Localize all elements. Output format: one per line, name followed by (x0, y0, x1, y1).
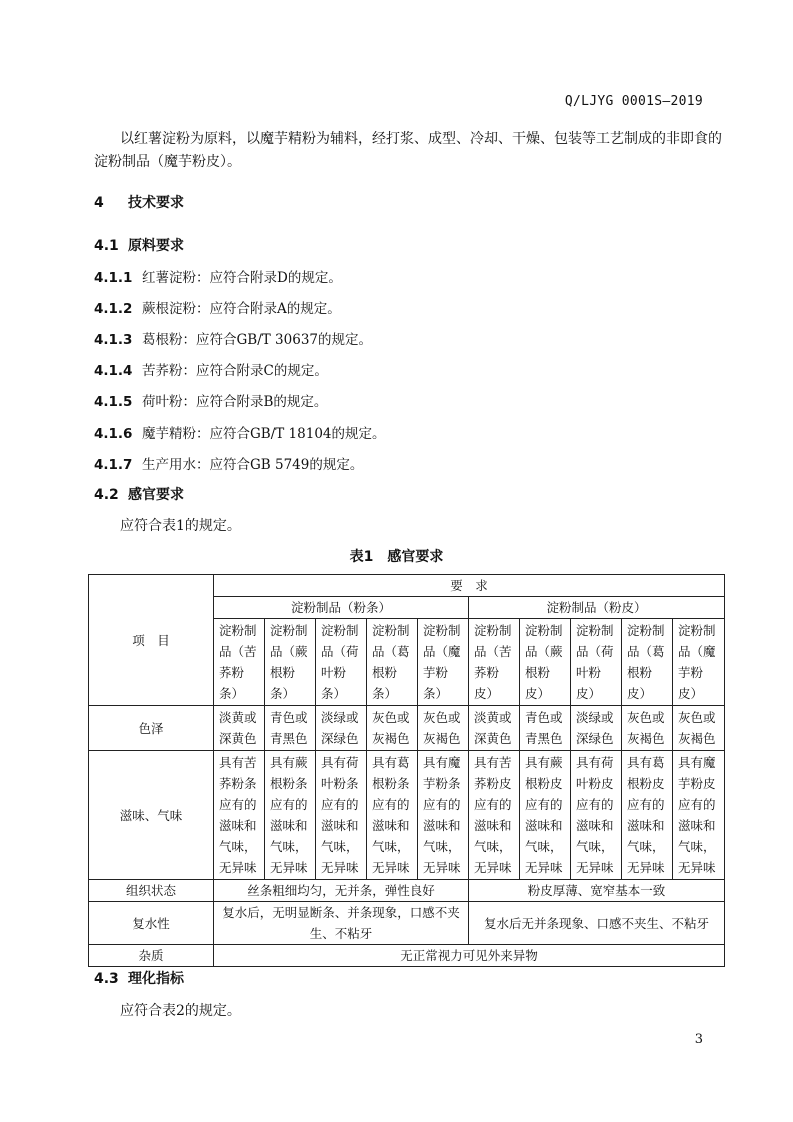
list-item (94, 328, 372, 348)
column-header: 淀粉制品（蕨根粉皮） (520, 619, 571, 706)
impurity-value: 无正常视力可见外来异物 (214, 945, 725, 967)
item-number: 4.1.2 (94, 301, 133, 317)
section-number: 4 (94, 195, 104, 211)
texture-tiao: 丝条粗细均匀，无并条，弹性良好 (214, 880, 469, 902)
item-text: 苦荞粉：应符合附录C的规定。 (142, 363, 328, 379)
section-title: 技术要求 (128, 195, 184, 211)
rehydration-tiao: 复水后，无明显断条、并条现象，口感不夹生、不粘牙 (214, 902, 469, 945)
taste-cell: 具有魔芋粉皮应有的滋味和气味，无异味 (673, 751, 725, 880)
color-cell: 青色或青黑色 (520, 706, 571, 751)
color-cell: 灰色或灰褐色 (418, 706, 469, 751)
column-header: 淀粉制品（蕨根粉条） (265, 619, 316, 706)
color-cell: 淡黄或深黄色 (469, 706, 520, 751)
item-number: 4.1.6 (94, 426, 133, 442)
taste-cell: 具有葛根粉皮应有的滋味和气味，无异味 (622, 751, 673, 880)
column-header: 淀粉制品（荷叶粉条） (316, 619, 367, 706)
list-item (94, 359, 328, 379)
column-header: 淀粉制品（荷叶粉皮） (571, 619, 622, 706)
item-number: 4.1.4 (94, 363, 133, 379)
list-item (94, 390, 327, 410)
item-number: 4.1.1 (94, 270, 133, 286)
list-item (94, 266, 342, 286)
section-title: 理化指标 (128, 971, 184, 987)
group-header-pi: 淀粉制品（粉皮） (469, 597, 725, 619)
item-number: 4.1.7 (94, 457, 133, 473)
section-4-3-heading (94, 968, 184, 988)
document-code: Q/LJYG 0001S—2019 (564, 94, 703, 109)
taste-cell: 具有荷叶粉条应有的滋味和气味，无异味 (316, 751, 367, 880)
section-number: 4.2 (94, 487, 119, 503)
color-cell: 淡黄或深黄色 (214, 706, 265, 751)
column-header: 淀粉制品（葛根粉皮） (622, 619, 673, 706)
table-row (89, 751, 725, 880)
row-label-impurity: 杂质 (89, 945, 214, 967)
list-item (94, 453, 363, 473)
color-cell: 青色或青黑色 (265, 706, 316, 751)
list-item (94, 422, 386, 442)
texture-pi: 粉皮厚薄、宽窄基本一致 (469, 880, 725, 902)
item-text: 葛根粉：应符合GB/T 30637的规定。 (142, 332, 372, 348)
rehydration-pi: 复水后无并条现象、口感不夹生、不粘牙 (469, 902, 725, 945)
taste-cell: 具有蕨根粉皮应有的滋味和气味，无异味 (520, 751, 571, 880)
section-4-1-heading (94, 235, 184, 255)
item-text: 魔芋精粉：应符合GB/T 18104的规定。 (142, 426, 386, 442)
item-header: 项 目 (89, 575, 214, 706)
color-cell: 灰色或灰褐色 (367, 706, 418, 751)
section-4-2-heading (94, 484, 184, 504)
taste-cell: 具有蕨根粉条应有的滋味和气味，无异味 (265, 751, 316, 880)
column-header: 淀粉制品（苦荞粉皮） (469, 619, 520, 706)
table-row (89, 880, 725, 902)
taste-cell: 具有葛根粉条应有的滋味和气味，无异味 (367, 751, 418, 880)
item-text: 荷叶粉：应符合附录B的规定。 (142, 394, 328, 410)
item-number: 4.1.3 (94, 332, 133, 348)
table-row (89, 575, 725, 597)
color-cell: 灰色或灰褐色 (673, 706, 725, 751)
section-title: 感官要求 (128, 487, 184, 503)
taste-cell: 具有荷叶粉皮应有的滋味和气味，无异味 (571, 751, 622, 880)
sensory-requirements-table (88, 574, 725, 967)
section-title: 原料要求 (128, 238, 184, 254)
table-caption: 表1 感官要求 (349, 549, 444, 565)
section-4-2-text: 应符合表1的规定。 (120, 518, 241, 534)
taste-cell: 具有苦荞粉条应有的滋味和气味，无异味 (214, 751, 265, 880)
row-label-texture: 组织状态 (89, 880, 214, 902)
item-text: 蕨根淀粉：应符合附录A的规定。 (142, 301, 341, 317)
section-4-3-text: 应符合表2的规定。 (120, 1003, 241, 1019)
table-row (89, 945, 725, 967)
section-4-heading (94, 192, 184, 212)
section-number: 4.3 (94, 971, 119, 987)
intro-line-1: 以红薯淀粉为原料，以魔芋精粉为辅料，经打浆、成型、冷却、干燥、包装等工艺制成的非即食的 (120, 131, 722, 147)
intro-line-2: 淀粉制品（魔芋粉皮）。 (94, 154, 241, 170)
requirement-header: 要 求 (214, 575, 725, 597)
row-label-taste: 滋味、气味 (89, 751, 214, 880)
column-header: 淀粉制品（苦荞粉条） (214, 619, 265, 706)
row-label-color: 色泽 (89, 706, 214, 751)
item-number: 4.1.5 (94, 394, 133, 410)
page-number: 3 (694, 1032, 703, 1047)
table-row (89, 902, 725, 945)
row-label-rehydration: 复水性 (89, 902, 214, 945)
group-header-tiao: 淀粉制品（粉条） (214, 597, 469, 619)
table-row (89, 706, 725, 751)
taste-cell: 具有魔芋粉条应有的滋味和气味，无异味 (418, 751, 469, 880)
color-cell: 淡绿或深绿色 (316, 706, 367, 751)
color-cell: 灰色或灰褐色 (622, 706, 673, 751)
list-item (94, 297, 341, 317)
column-header: 淀粉制品（魔芋粉条） (418, 619, 469, 706)
item-text: 生产用水：应符合GB 5749的规定。 (142, 457, 364, 473)
color-cell: 淡绿或深绿色 (571, 706, 622, 751)
column-header: 淀粉制品（葛根粉条） (367, 619, 418, 706)
item-text: 红薯淀粉：应符合附录D的规定。 (142, 270, 342, 286)
section-number: 4.1 (94, 238, 119, 254)
column-header: 淀粉制品（魔芋粉皮） (673, 619, 725, 706)
taste-cell: 具有苦荞粉皮应有的滋味和气味，无异味 (469, 751, 520, 880)
